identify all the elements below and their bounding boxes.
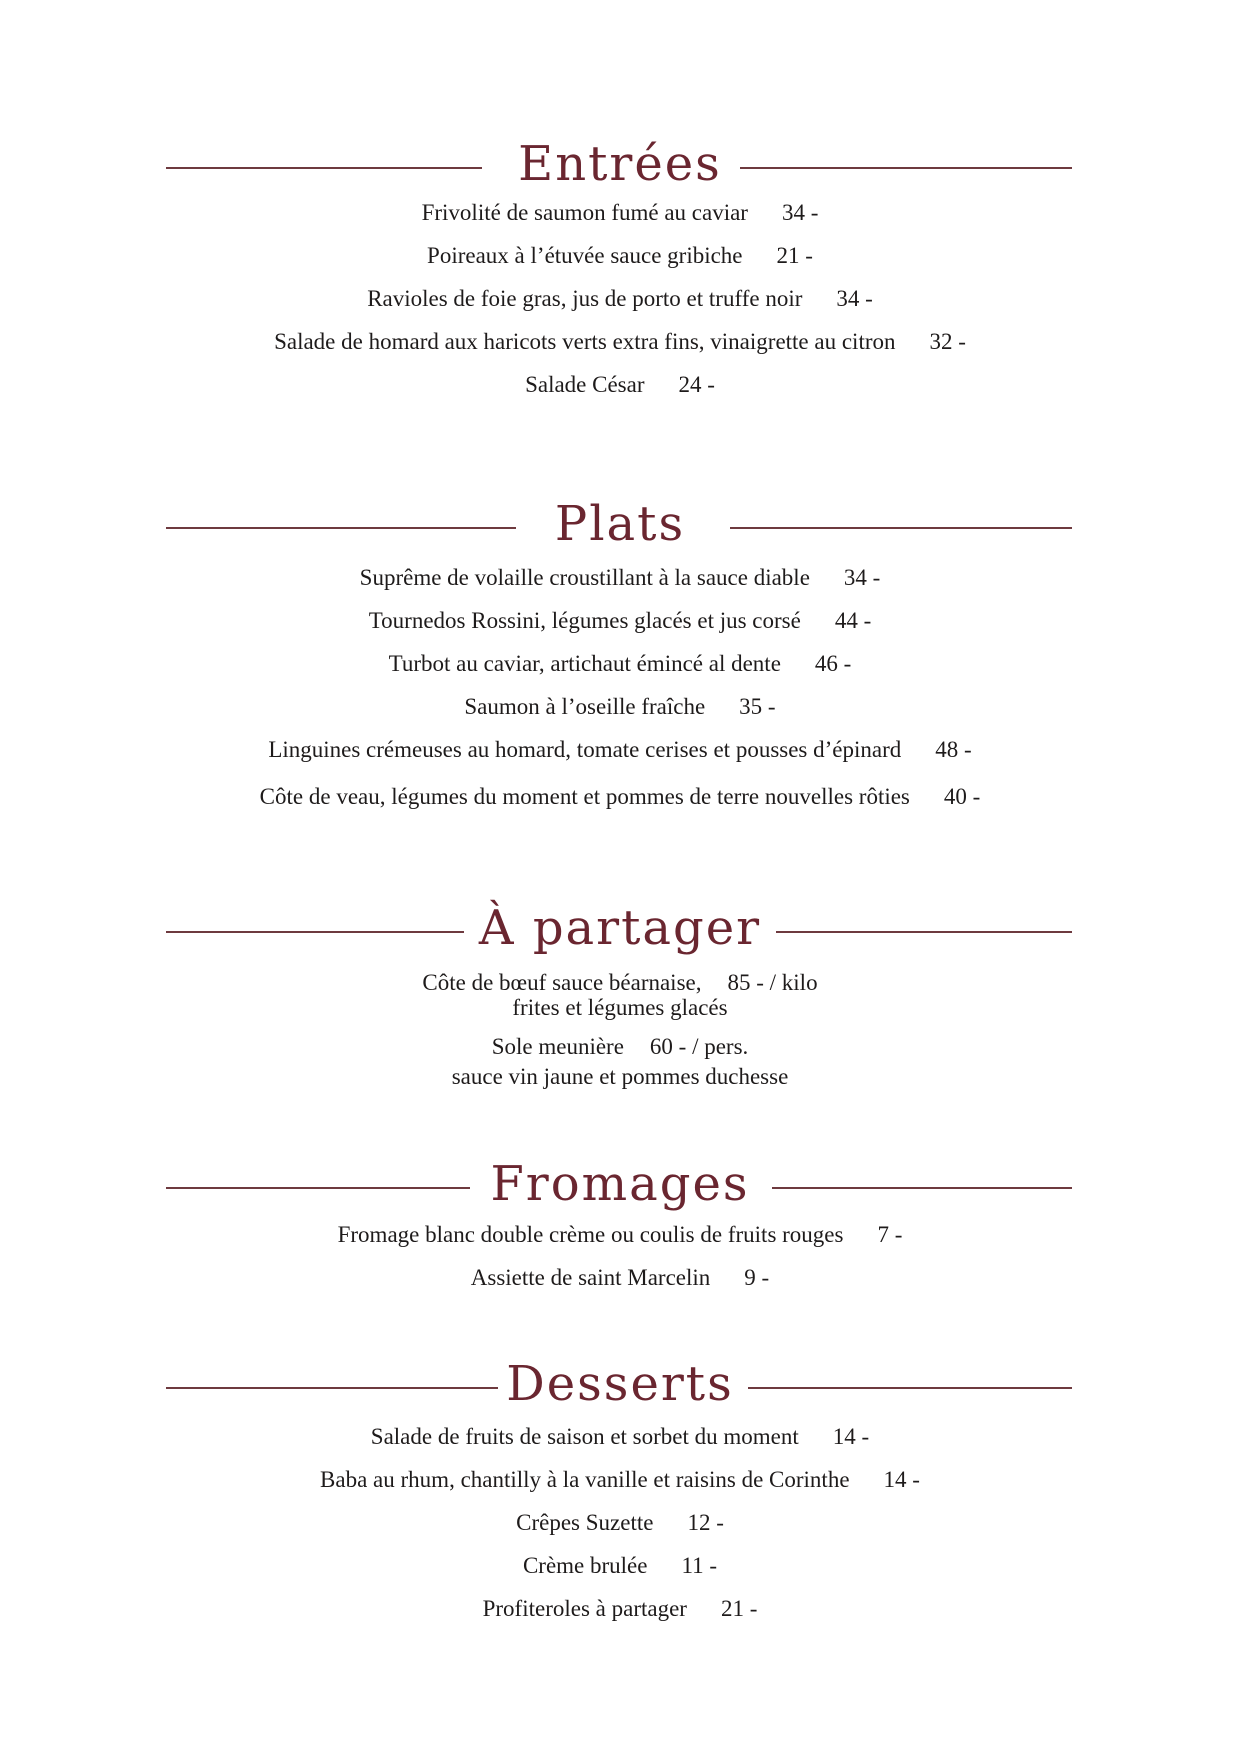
menu-item bbox=[0, 1034, 1240, 1089]
section-title: Entrées bbox=[518, 136, 722, 192]
item-name: Salade de fruits de saison et sorbet du moment bbox=[370, 1424, 799, 1449]
section-desserts bbox=[0, 1354, 1240, 1638]
section-heading bbox=[0, 134, 1240, 194]
menu-item bbox=[0, 1552, 1240, 1595]
item-name: Turbot au caviar, artichaut émincé al dente bbox=[388, 651, 781, 676]
section-a-partager bbox=[0, 898, 1240, 1101]
menu-item bbox=[0, 693, 1240, 736]
menu-item bbox=[0, 328, 1240, 371]
item-price: 85 - / kilo bbox=[727, 970, 818, 995]
menu-item bbox=[0, 199, 1240, 242]
item-name: Côte de veau, légumes du moment et pommes de terre nouvelles rôties bbox=[259, 784, 910, 809]
item-price: 34 - bbox=[843, 565, 881, 590]
menu-item bbox=[0, 1264, 1240, 1307]
heading-rule-right bbox=[740, 167, 1072, 169]
item-name: Tournedos Rossini, légumes glacés et jus corsé bbox=[368, 608, 801, 633]
section-title: Fromages bbox=[490, 1156, 750, 1212]
item-price: 48 - bbox=[935, 737, 972, 762]
section-heading bbox=[0, 494, 1240, 554]
item-description: sauce vin jaune et pommes duchesse bbox=[451, 1064, 789, 1089]
item-name: Suprême de volaille croustillant à la sauce diable bbox=[359, 565, 810, 590]
heading-rule-right bbox=[776, 931, 1072, 933]
menu-item bbox=[0, 650, 1240, 693]
section-plats bbox=[0, 494, 1240, 826]
item-name: Sole meunière bbox=[491, 1034, 624, 1059]
item-list bbox=[0, 199, 1240, 414]
item-name: Baba au rhum, chantilly à la vanille et raisins de Corinthe bbox=[320, 1467, 850, 1492]
section-fromages bbox=[0, 1154, 1240, 1307]
menu-item bbox=[0, 970, 1240, 1020]
section-title: Desserts bbox=[506, 1356, 734, 1412]
item-price: 32 - bbox=[929, 329, 966, 354]
item-price: 40 - bbox=[943, 784, 981, 809]
menu-item bbox=[0, 564, 1240, 607]
item-price: 14 - bbox=[883, 1467, 920, 1492]
section-heading bbox=[0, 1354, 1240, 1414]
item-price: 34 - bbox=[836, 286, 873, 311]
item-name: Linguines crémeuses au homard, tomate cerises et pousses d’épinard bbox=[268, 737, 902, 762]
item-name: Frivolité de saumon fumé au caviar bbox=[421, 200, 748, 225]
item-list bbox=[0, 1221, 1240, 1307]
item-name: Ravioles de foie gras, jus de porto et truffe noir bbox=[367, 286, 803, 311]
section-heading bbox=[0, 898, 1240, 958]
section-heading bbox=[0, 1154, 1240, 1214]
item-name: Poireaux à l’étuvée sauce gribiche bbox=[427, 243, 743, 268]
menu-item bbox=[0, 242, 1240, 285]
item-price: 35 - bbox=[739, 694, 776, 719]
menu-item bbox=[0, 736, 1240, 783]
item-price: 60 - / pers. bbox=[649, 1034, 749, 1059]
section-title: À partager bbox=[478, 900, 762, 956]
menu-item bbox=[0, 371, 1240, 414]
item-list bbox=[0, 564, 1240, 826]
menu-item bbox=[0, 607, 1240, 650]
item-price: 21 - bbox=[776, 243, 813, 268]
item-name: Salade de homard aux haricots verts extra fins, vinaigrette au citron bbox=[274, 329, 896, 354]
menu-item bbox=[0, 1595, 1240, 1638]
menu-item bbox=[0, 783, 1240, 826]
menu-item bbox=[0, 285, 1240, 328]
item-name: Saumon à l’oseille fraîche bbox=[464, 694, 706, 719]
item-list bbox=[0, 970, 1240, 1089]
item-price: 24 - bbox=[678, 372, 715, 397]
item-price: 11 - bbox=[681, 1553, 718, 1578]
menu-item bbox=[0, 1423, 1240, 1466]
item-name: Crêpes Suzette bbox=[516, 1510, 654, 1535]
item-name: Crème brulée bbox=[522, 1553, 648, 1578]
item-price: 12 - bbox=[687, 1510, 724, 1535]
heading-rule-right bbox=[730, 527, 1072, 529]
menu-item bbox=[0, 1466, 1240, 1509]
item-price: 9 - bbox=[744, 1265, 770, 1290]
item-name: Assiette de saint Marcelin bbox=[470, 1265, 711, 1290]
item-price: 7 - bbox=[877, 1222, 903, 1247]
menu-item bbox=[0, 1221, 1240, 1264]
menu-item bbox=[0, 1509, 1240, 1552]
item-price: 21 - bbox=[720, 1596, 758, 1621]
item-price: 34 - bbox=[781, 200, 819, 225]
heading-rule-right bbox=[772, 1187, 1072, 1189]
item-price: 14 - bbox=[832, 1424, 870, 1449]
item-price: 44 - bbox=[834, 608, 872, 633]
item-name: Fromage blanc double crème ou coulis de fruits rouges bbox=[337, 1222, 844, 1247]
section-title: Plats bbox=[554, 496, 686, 552]
item-name: Profiteroles à partager bbox=[482, 1596, 687, 1621]
section-entrees bbox=[0, 134, 1240, 414]
item-description: frites et légumes glacés bbox=[512, 995, 728, 1020]
item-price: 46 - bbox=[814, 651, 852, 676]
item-name: Côte de bœuf sauce béarnaise, bbox=[422, 970, 702, 995]
heading-rule-right bbox=[748, 1387, 1072, 1389]
item-list bbox=[0, 1423, 1240, 1638]
item-name: Salade César bbox=[525, 372, 645, 397]
